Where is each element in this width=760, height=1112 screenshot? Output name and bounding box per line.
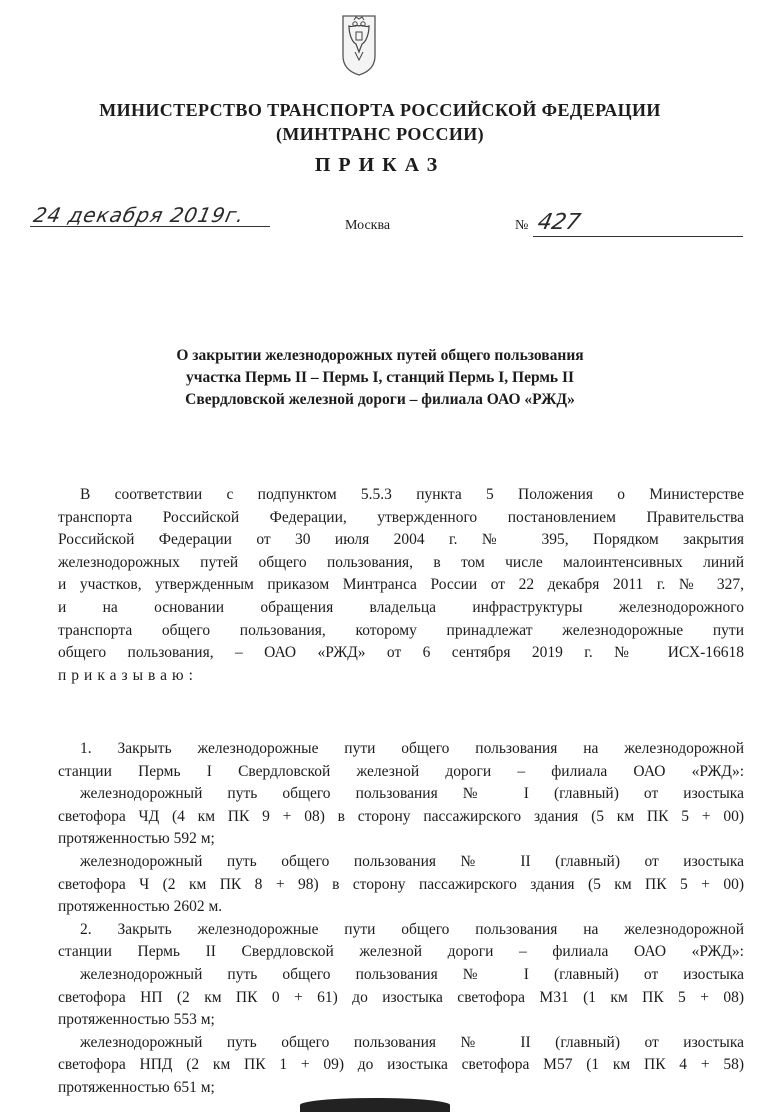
item-line: протяженностью 2602 м. xyxy=(58,898,223,916)
order-items xyxy=(58,738,744,1100)
order-verb: приказываю: xyxy=(58,666,198,684)
item-line: протяженностью 592 м; xyxy=(58,830,215,848)
preamble-line: транспорта общего пользования, которому принадлежат железнодорожные пути xyxy=(58,621,744,639)
city: Москва xyxy=(345,218,391,233)
title-line: участка Пермь II – Пермь I, станций Пермь I, Пермь II xyxy=(185,369,575,386)
preamble-paragraph xyxy=(58,484,744,687)
item-line: железнодорожный путь общего пользования № I (главный) от изостыка xyxy=(80,965,744,983)
document-type: ПРИКАЗ xyxy=(314,154,446,176)
ministry-name: МИНИСТЕРСТВО ТРАНСПОРТА РОССИЙСКОЙ ФЕДЕРАЦИИ xyxy=(99,100,661,120)
preamble-line: Российской Федерации от 30 июля 2004 г. № 395, Порядком закрытия xyxy=(58,531,744,549)
title-line: О закрытии железнодорожных путей общего пользования xyxy=(176,347,584,364)
item-line: 2. Закрыть железнодорожные пути общего пользования на железнодорожной xyxy=(80,920,744,938)
item-line: 1. Закрыть железнодорожные пути общего пользования на железнодорожной xyxy=(80,740,744,757)
preamble-line: общего пользования, – ОАО «РЖД» от 6 сентября 2019 г. № ИСХ-16618 xyxy=(58,644,744,662)
item-line: станции Пермь I Свердловской железной дороги – филиала ОАО «РЖД»: xyxy=(58,762,744,780)
item-line: станции Пермь II Свердловской железной дороги – филиала ОАО «РЖД»: xyxy=(58,943,744,961)
item-line: железнодорожный путь общего пользования № II (главный) от изостыка xyxy=(80,852,744,870)
item-line: светофора НП (2 км ПК 0 + 61) до изостыка светофора М31 (1 км ПК 5 + 08) xyxy=(58,988,744,1006)
title-line: Свердловской железной дороги – филиала ОАО «РЖД» xyxy=(185,391,575,408)
preamble-line: железнодорожных путей общего пользования, в том числе малоинтенсивных линий xyxy=(58,553,744,571)
item-line: светофора НПД (2 км ПК 1 + 09) до изостыка светофора М57 (1 км ПК 4 + 58) xyxy=(58,1056,744,1074)
item-line: протяженностью 651 м; xyxy=(58,1078,215,1096)
order-date: 24 декабря 2019г. xyxy=(31,203,248,227)
ministry-short-name: (МИНТРАНС РОССИИ) xyxy=(275,124,485,144)
preamble-line: и на основании обращения владельца инфраструктуры железнодорожного xyxy=(58,598,744,616)
preamble-line: и участков, утвержденным приказом Минтранса России от 22 декабря 2011 г. № 327, xyxy=(58,576,744,594)
item-line: железнодорожный путь общего пользования № II (главный) от изостыка xyxy=(80,1033,744,1051)
number-sign: № xyxy=(515,218,529,233)
preamble-line: В соответствии с подпунктом 5.5.3 пункта 5 Положения о Министерстве xyxy=(80,486,744,503)
item-line: протяженностью 553 м; xyxy=(58,1011,215,1029)
order-title xyxy=(80,345,680,411)
order-number: 427 xyxy=(535,210,583,235)
scan-shadow xyxy=(300,1098,450,1112)
item-line: светофора ЧД (4 км ПК 9 + 08) в сторону пассажирского здания (5 км ПК 5 + 00) xyxy=(58,807,744,825)
item-line: светофора Ч (2 км ПК 8 + 98) в сторону пассажирского здания (5 км ПК 5 + 00) xyxy=(58,875,744,893)
coat-of-arms-emblem xyxy=(340,12,378,78)
number-underline xyxy=(533,236,743,237)
item-line: железнодорожный путь общего пользования № I (главный) от изостыка xyxy=(80,785,744,803)
preamble-line: транспорта Российской Федерации, утвержденного постановлением Правительства xyxy=(58,508,744,526)
